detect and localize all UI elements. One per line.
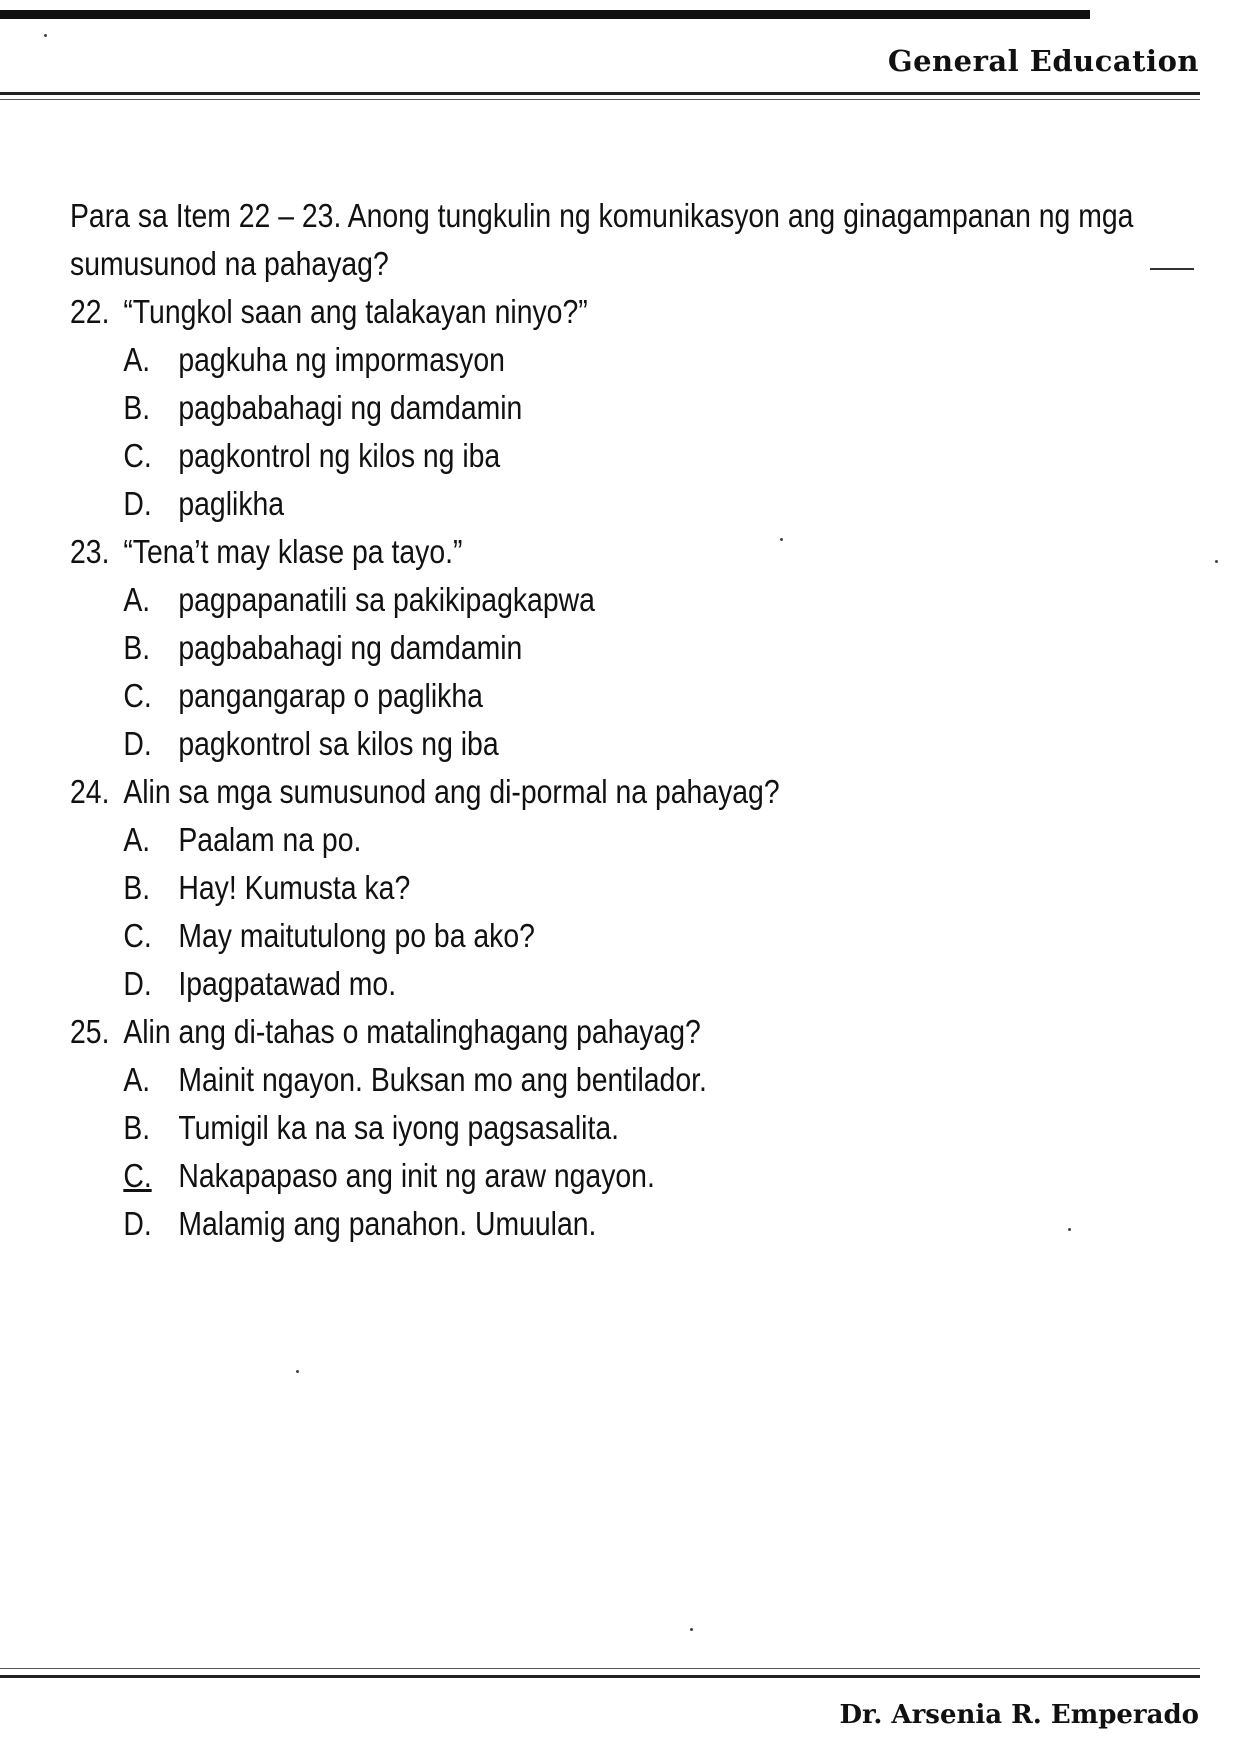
option-letter: A. bbox=[123, 821, 151, 858]
option-text: Nakapapaso ang init ng araw ngayon. bbox=[178, 1157, 655, 1194]
footer-rule bbox=[0, 1675, 1200, 1678]
option-letter: B. bbox=[123, 869, 151, 906]
option-list bbox=[123, 1056, 1050, 1248]
scan-speck bbox=[780, 538, 783, 541]
option-letter: C. bbox=[123, 917, 152, 954]
option-text: Mainit ngayon. Buksan mo ang bentilador. bbox=[178, 1061, 707, 1098]
scan-speck bbox=[44, 34, 47, 37]
option bbox=[123, 432, 1050, 480]
question-24 bbox=[70, 768, 1050, 1008]
option-letter: D. bbox=[123, 725, 152, 762]
option-list bbox=[123, 816, 1050, 1008]
option-letter: A. bbox=[123, 1061, 151, 1098]
option-letter: D. bbox=[123, 1205, 152, 1242]
option-letter: D. bbox=[123, 485, 152, 522]
option-letter: D. bbox=[123, 965, 152, 1002]
footer-author: Dr. Arsenia R. Emperado bbox=[839, 1700, 1199, 1730]
option bbox=[123, 336, 1050, 384]
option-letter: C. bbox=[123, 437, 152, 474]
header-title: General Education bbox=[887, 44, 1199, 78]
option-text: pagpapanatili sa pakikipagkapwa bbox=[178, 581, 595, 618]
option-letter: A. bbox=[123, 581, 151, 618]
option-letter: B. bbox=[123, 389, 151, 426]
question-text: Alin sa mga sumusunod ang di-pormal na pahayag? bbox=[123, 773, 780, 810]
option-text: pagkontrol sa kilos ng iba bbox=[178, 725, 499, 762]
option-text: Paalam na po. bbox=[178, 821, 362, 858]
option-text: paglikha bbox=[178, 485, 285, 522]
scan-speck bbox=[1068, 1228, 1071, 1231]
footer-rule-secondary bbox=[0, 1668, 1200, 1669]
option-letter: C. bbox=[123, 1157, 152, 1194]
question-number: 22. bbox=[70, 293, 110, 330]
option-text: pagkuha ng impormasyon bbox=[178, 341, 505, 378]
option bbox=[123, 384, 1050, 432]
option-text: Ipagpatawad mo. bbox=[178, 965, 397, 1002]
option-text: pagkontrol ng kilos ng iba bbox=[178, 437, 501, 474]
question-text: Alin ang di-tahas o matalinghagang pahayag? bbox=[123, 1013, 701, 1050]
question-text: “Tena’t may klase pa tayo.” bbox=[123, 533, 463, 570]
option-text: pagbabahagi ng damdamin bbox=[178, 629, 523, 666]
option bbox=[123, 1056, 1050, 1104]
question-23 bbox=[70, 528, 1050, 768]
question-number: 25. bbox=[70, 1013, 110, 1050]
option-letter: B. bbox=[123, 629, 151, 666]
option bbox=[123, 1200, 1050, 1248]
option bbox=[123, 576, 1050, 624]
option-text: Hay! Kumusta ka? bbox=[178, 869, 411, 906]
option bbox=[123, 624, 1050, 672]
option bbox=[123, 1104, 1050, 1152]
header-rule-secondary bbox=[0, 99, 1200, 100]
option bbox=[123, 912, 1050, 960]
question-number: 24. bbox=[70, 773, 110, 810]
option-text: Tumigil ka na sa iyong pagsasalita. bbox=[178, 1109, 620, 1146]
option bbox=[123, 720, 1050, 768]
top-rule bbox=[0, 10, 1090, 19]
option-letter: A. bbox=[123, 341, 151, 378]
option-list bbox=[123, 336, 1050, 528]
option-text: pangangarap o paglikha bbox=[178, 677, 483, 714]
option bbox=[123, 960, 1050, 1008]
option-text: May maitutulong po ba ako? bbox=[178, 917, 535, 954]
option-letter: C. bbox=[123, 677, 152, 714]
option bbox=[123, 672, 1050, 720]
option bbox=[123, 816, 1050, 864]
option bbox=[123, 864, 1050, 912]
scan-speck bbox=[1215, 560, 1218, 563]
header-rule bbox=[0, 92, 1200, 95]
option-letter: B. bbox=[123, 1109, 151, 1146]
option-text: Malamig ang panahon. Umuulan. bbox=[178, 1205, 597, 1242]
option-text: pagbabahagi ng damdamin bbox=[178, 389, 523, 426]
question-22 bbox=[70, 288, 1050, 528]
scan-speck bbox=[690, 1628, 693, 1631]
question-25 bbox=[70, 1008, 1050, 1248]
option bbox=[123, 480, 1050, 528]
question-number: 23. bbox=[70, 533, 110, 570]
option-list bbox=[123, 576, 1050, 768]
scan-speck bbox=[296, 1370, 299, 1373]
question-section bbox=[70, 192, 1134, 1248]
option bbox=[123, 1152, 1050, 1200]
question-text: “Tungkol saan ang talakayan ninyo?” bbox=[123, 293, 588, 330]
instructions: Para sa Item 22 – 23. Anong tungkulin ng komunikasyon ang ginagampanan ng mga sumusunod na pahayag? bbox=[70, 197, 1134, 282]
